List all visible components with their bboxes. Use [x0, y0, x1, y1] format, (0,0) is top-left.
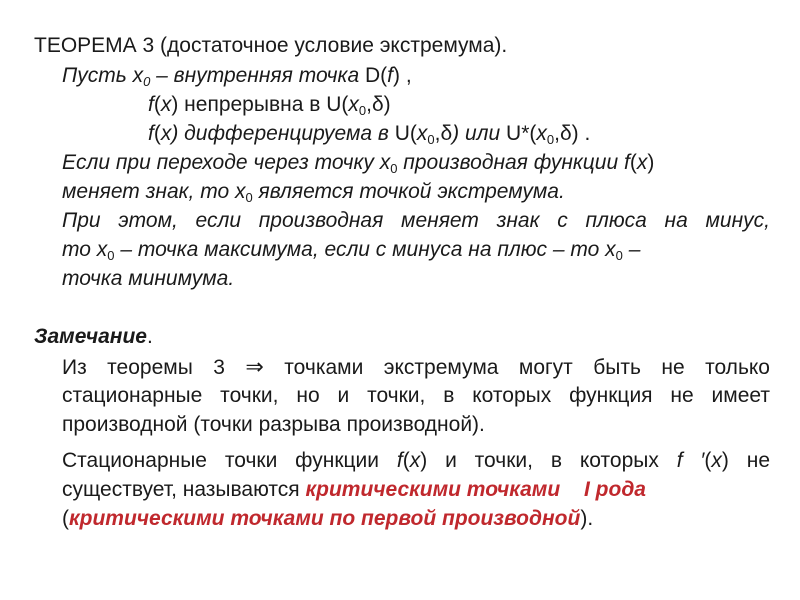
delta-symbol: δ: [559, 122, 572, 145]
text: ) ,: [393, 64, 412, 87]
theorem-line-4: [62, 150, 654, 176]
text: Из теоремы 3: [62, 356, 246, 379]
subscript: 0: [615, 248, 623, 263]
text: ).: [580, 507, 594, 530]
var-f: f: [396, 449, 403, 472]
var-x: x: [711, 449, 722, 472]
var-x: x: [160, 93, 172, 116]
text: (: [62, 507, 69, 530]
remark-heading: [34, 324, 153, 350]
delta-symbol: δ: [440, 122, 453, 145]
subscript: 0: [390, 161, 398, 176]
subscript: 0: [143, 74, 151, 89]
text: ,: [366, 93, 372, 116]
theorem-line-2: [148, 92, 391, 118]
text: ) и точки, в которых: [420, 449, 677, 472]
var-x: x: [379, 151, 391, 174]
text: (: [704, 449, 712, 472]
theorem-line-7: [62, 237, 640, 263]
var-f: f: [148, 122, 154, 145]
theorem-line-3: [148, 121, 590, 147]
text: точками экстремума могут быть не только: [284, 356, 770, 379]
neighborhood-symbol: U(: [394, 122, 417, 145]
remark-title: Замечание: [34, 325, 147, 348]
var-x: x: [605, 238, 616, 261]
text: ) непрерывна в: [171, 93, 327, 116]
text: ) .: [571, 122, 591, 145]
text: является точкой экстремума.: [252, 180, 565, 203]
var-x: x: [160, 122, 172, 145]
subscript: 0: [427, 132, 435, 147]
subscript: 0: [245, 190, 253, 205]
text: меняет знак, то: [62, 180, 235, 203]
critical-points-first-derivative-term: критическими точками по первой производной: [69, 507, 581, 530]
text: – внутренняя точка: [150, 64, 365, 87]
var-f: f: [148, 93, 154, 116]
var-x: x: [536, 122, 547, 145]
text: ) или: [452, 122, 507, 145]
var-x: x: [636, 151, 648, 174]
text: (: [153, 93, 161, 116]
text: Стационарные точки функции: [62, 449, 397, 472]
theorem-line-5: [62, 179, 565, 205]
remark-p1-line-2: стационарные точки, но и точки, в которых функция не имеет: [62, 384, 770, 407]
text: ,: [434, 122, 441, 145]
remark-p2-line-3: [62, 506, 593, 532]
delta-symbol: δ: [371, 93, 384, 116]
first-kind-term: I рода: [578, 478, 646, 501]
subscript: 0: [107, 248, 115, 263]
implies-arrow-icon: ⇒: [245, 354, 264, 379]
text: (: [629, 151, 637, 174]
text: (: [153, 122, 161, 145]
text: – точка максимума, если с минуса на плюс – то: [114, 238, 606, 261]
text: ) не: [721, 449, 770, 472]
theorem-line-6: При этом, если производная меняет знак с плюса на минус,: [62, 209, 770, 232]
remark-p1-line-1: [62, 354, 770, 381]
text: ): [647, 151, 655, 174]
text: существует, называются: [62, 478, 306, 501]
text: производная функции: [397, 151, 624, 174]
neighborhood-symbol: U(: [326, 93, 349, 116]
var-f: f: [387, 64, 393, 87]
var-x: x: [348, 93, 359, 116]
remark-p1-line-3: производной (точки разрыва производной).: [62, 413, 485, 436]
var-x: x: [96, 238, 108, 261]
var-x: x: [409, 449, 421, 472]
text: Пусть: [62, 64, 133, 87]
text: .: [146, 325, 153, 348]
text: ,: [554, 122, 560, 145]
punctured-neighborhood-symbol: U*(: [506, 122, 537, 145]
text: Если при переходе через точку: [62, 151, 380, 174]
remark-p2-line-2: [62, 477, 646, 503]
text: ) дифференцируема в: [171, 122, 395, 145]
var-x: x: [132, 64, 144, 87]
subscript: 0: [546, 132, 555, 147]
remark-p2-line-1: [62, 448, 770, 474]
theorem-line-1: [62, 63, 412, 89]
theorem-heading: ТЕОРЕМА 3 (достаточное условие экстремума).: [34, 34, 508, 57]
text: –: [622, 238, 641, 261]
critical-points-term: критическими точками: [305, 478, 561, 501]
theorem-line-8: точка минимума.: [62, 267, 235, 290]
subscript: 0: [358, 103, 367, 118]
text: ): [383, 93, 391, 116]
domain-symbol: D(: [364, 64, 388, 87]
var-x: x: [234, 180, 246, 203]
var-f-prime: f ′: [676, 449, 705, 472]
var-f: f: [624, 151, 630, 174]
text: то: [62, 238, 97, 261]
var-x: x: [416, 122, 428, 145]
text: (: [402, 449, 410, 472]
